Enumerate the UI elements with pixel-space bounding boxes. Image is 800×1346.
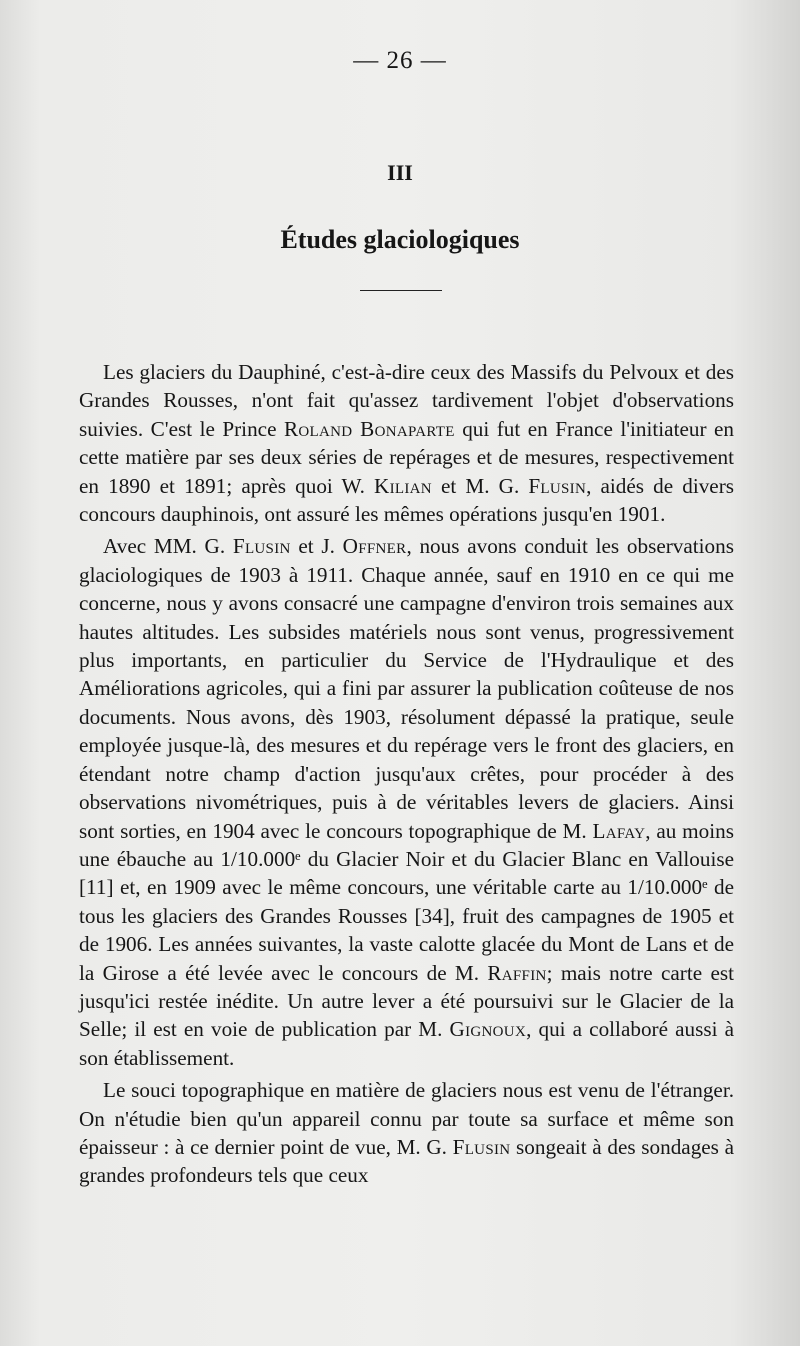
paragraph-1-text-b: qui fut en France l'initiateur en cette matière par ses deux séries de repérages et de mesures, respectivement en 1890 et 1891; après quoi W. [79, 416, 734, 498]
paragraph-1 [79, 358, 734, 528]
person-name-raffin: Raffin [487, 960, 547, 985]
page-number: — 26 — [353, 47, 447, 74]
paragraph-3-text-a: Le souci topographique en matière de glaciers nous est venu de l'étranger. On n'étudie bien qu'un appareil connu par toute sa surface et même son épaisseur : à ce dernier point de vue, M. G. [79, 1078, 734, 1159]
chapter-title: Études glaciologiques [280, 225, 520, 254]
paragraph-2-text-a: Avec MM. G. [103, 534, 233, 559]
paragraph-2-text-e: ; mais notre carte est jusqu'ici restée inédite. Un autre lever a été poursuivi sur le Glacier de la Selle; il est en voie de publication par M. [79, 960, 734, 1042]
person-name-lafay: Lafay [592, 818, 646, 843]
paragraph-2 [79, 532, 734, 1072]
person-name-gignoux: Gignoux [449, 1017, 527, 1042]
person-name-flusin: Flusin [452, 1134, 511, 1159]
title-rule [360, 290, 442, 291]
person-name-flusin: Flusin [528, 473, 587, 498]
person-name-roland-bonaparte: Roland Bonaparte [283, 416, 455, 441]
paragraph-3-text-b: songeait à des sondages à grandes profondeurs tels que ceux [79, 1134, 734, 1188]
paragraph-2-text-c: , nous avons conduit les observations glaciologiques de 1903 à 1911. Chaque année, sauf en 1910 en ce qui me concerne, nous y avons consacré une campagne d'environ trois semaines aux hautes altitudes. Les subsides matériels nous sont venus, progressivement plus importants, en particulier du Service de l'Hydraulique et des Améliorations agricoles, qui a fini par assurer la publication coûteuse de nos documents. Nous avons, dès 1903, résolument dépassé la pratique, seule employée jusque-là, des mesures et du repérage vers le front des glaciers, en étendant notre champ d'action jusqu'aux crêtes, pour procéder à des observations nivométriques, puis à de véritables levers de glaciers. Ainsi sont sorties, en 1904 avec le concours topographique de M. [79, 534, 734, 843]
paragraph-2-text-b: et J. [290, 534, 343, 559]
person-name-kilian: Kilian [373, 473, 432, 498]
paragraph-1-text-c: et M. G. [431, 473, 529, 498]
paragraph-1-text-d: , aidés de divers concours dauphinois, ont assuré les mêmes opérations jusqu'en 1901. [79, 473, 735, 527]
chapter-number: III [387, 160, 413, 185]
body-text [79, 358, 734, 1194]
paragraph-3 [79, 1076, 734, 1190]
paragraph-1-text-a: Les glaciers du Dauphiné, c'est-à-dire ceux des Massifs du Pelvoux et des Grandes Rousses, n'ont fait qu'assez tardivement l'objet d'observations suivies. C'est le Prince [79, 360, 734, 441]
paragraph-2-text-f: , qui a collaboré aussi à son établissement. [79, 1017, 734, 1070]
paragraph-2-text-d: , au moins une ébauche au 1/10.000ᵉ du Glacier Noir et du Glacier Blanc en Vallouise [11] et, en 1909 avec le même concours, une véritable carte au 1/10.000ᵉ de tous les glaciers des Grandes Rousses [34], fruit des campagnes de 1905 et de 1906. Les années suivantes, la vaste calotte glacée du Mont de Lans et de la Girose a été levée avec le concours de M. [79, 818, 734, 985]
person-name-flusin: Flusin [232, 534, 291, 559]
person-name-offner: Offner [342, 534, 407, 559]
